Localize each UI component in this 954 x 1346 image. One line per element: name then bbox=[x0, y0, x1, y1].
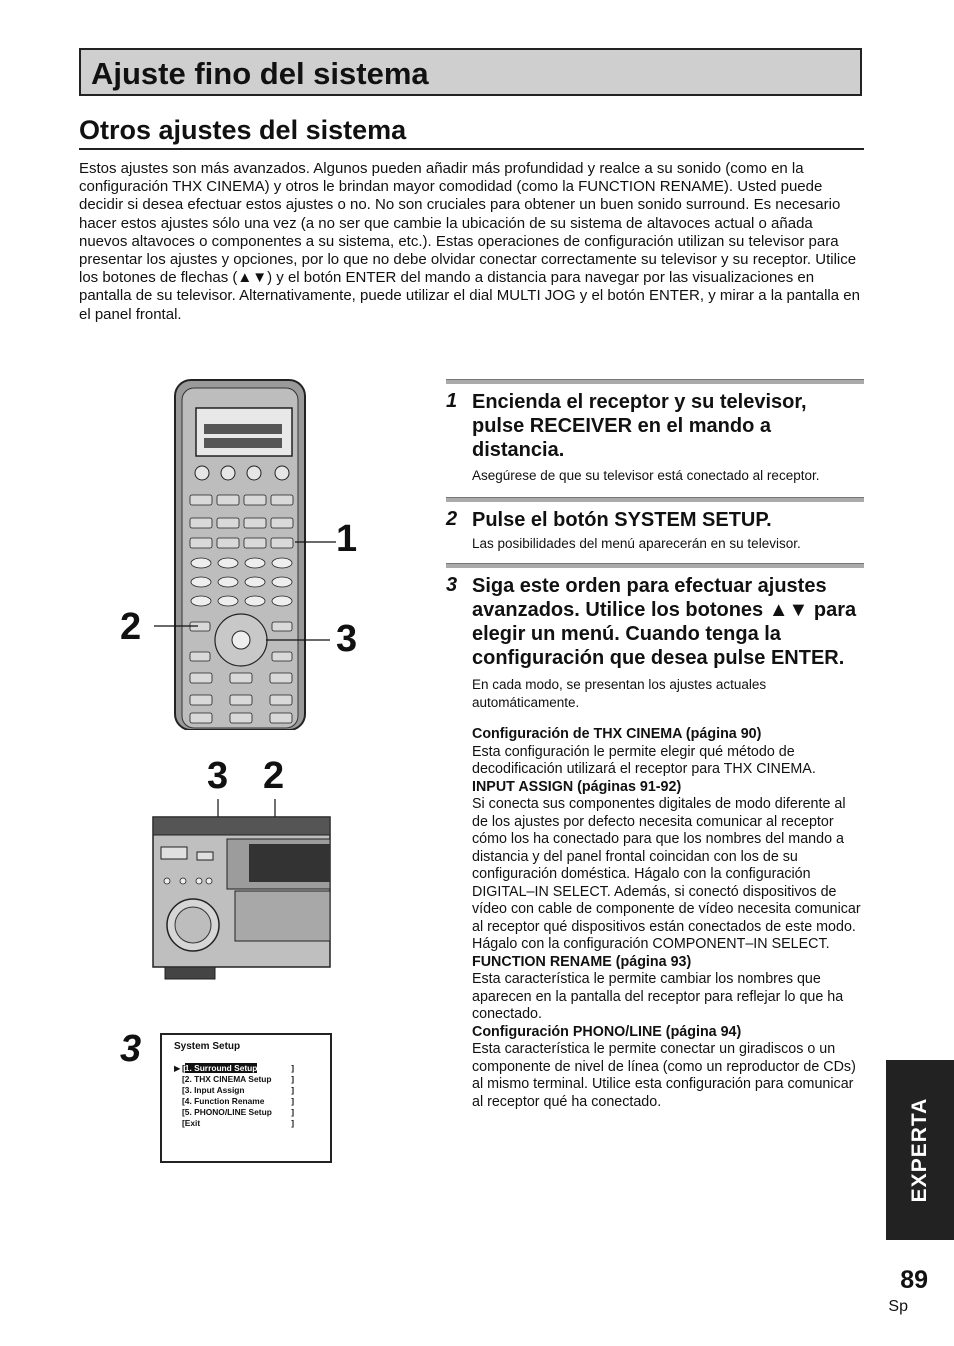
osd-item-function-rename[interactable]: [4. Function Rename ] bbox=[182, 1096, 294, 1106]
osd-item-input-assign[interactable]: [3. Input Assign ] bbox=[182, 1085, 294, 1095]
step-3 bbox=[446, 568, 864, 1111]
step-1-number: 1 bbox=[446, 390, 458, 412]
page-number: 89 bbox=[900, 1266, 928, 1294]
config-phono-line-body: Esta característica le permite conectar un giradiscos o un componente de nivel de línea (como un reproductor de CDs) al mismo terminal. Utilice esta configuración para comunicar al receptor qué ha conectado. bbox=[472, 1041, 856, 1110]
step-3-number: 3 bbox=[446, 574, 458, 596]
remote-control-illustration bbox=[120, 378, 370, 730]
config-list bbox=[472, 726, 864, 1111]
steps-column bbox=[446, 379, 864, 1111]
system-setup-screen bbox=[160, 1033, 332, 1163]
section-heading bbox=[79, 112, 864, 150]
config-phono-line-heading: Configuración PHONO/LINE (página 94) bbox=[472, 1023, 742, 1040]
receiver-figure bbox=[145, 755, 335, 985]
callout-remote-3: 3 bbox=[336, 618, 358, 660]
step-1-desc: Asegúrese de que su televisor está conectado al receptor. bbox=[472, 468, 820, 483]
osd-item-phono-line-setup[interactable]: [5. PHONO/LINE Setup ] bbox=[182, 1107, 294, 1117]
config-function-rename-body: Esta característica le permite cambiar los nombres que aparecen en la pantalla del receptor para reflejar lo que ha conectado. bbox=[472, 971, 844, 1022]
osd-cursor: ▶ bbox=[174, 1063, 181, 1073]
osd-item-thx-cinema-setup[interactable]: [2. THX CINEMA Setup ] bbox=[182, 1074, 294, 1084]
chapter-title: Ajuste fino del sistema bbox=[91, 56, 429, 91]
page-language: Sp bbox=[888, 1298, 908, 1315]
osd-title: System Setup bbox=[174, 1041, 241, 1052]
config-input-assign-body: Si conecta sus componentes digitales de modo diferente al de los ajustes por defecto necesita comunicar al receptor cómo los ha conectado para que los nombres del mando a distancia y del panel frontal coincidan con los de su configuración doméstica. Hágalo con la configuración DIGITAL–IN SELECT. Además, si conectó dispositivos de vídeo con cable de componente de vídeo necesita comunicar al receptor qué dispositivos están conectados de este modo. Hágalo con la configuración COMPONENT–IN SELECT. bbox=[472, 796, 861, 952]
config-function-rename-heading: FUNCTION RENAME (página 93) bbox=[472, 953, 692, 970]
callout-remote-1: 1 bbox=[336, 518, 358, 560]
receiver-front-panel-illustration bbox=[145, 755, 335, 985]
step-2-title: Pulse el botón SYSTEM SETUP. bbox=[472, 509, 772, 531]
osd-item-surround-setup[interactable]: [1. Surround Setup ] bbox=[182, 1063, 294, 1073]
section-tab bbox=[886, 1060, 954, 1240]
intro-paragraph: Estos ajustes son más avanzados. Algunos pueden añadir más profundidad y realce a su sonido (como en la configuración THX CINEMA) y otros le brindan mayor comodidad (como la FUNCTION RENAME). Usted puede decidir si desea efectuar estos ajustes o no. No son cruciales para obtener un buen sonido surround. Es necesario hacer estos ajustes sólo una vez (a no ser que cambie la ubicación de su sistema de altavoces actual o añada nuevos altavoces o componentes a su sistema, etc.). Estas operaciones de configuración utilizan su televisor para presentar los ajustes y opciones, por lo que no debe olvidar conectar correctamente su televisor y su receptor. Utilice los botones de flechas (▲▼) y el botón ENTER del mando a distancia para navegar por las visualizaciones en pantalla de su televisor. Alternativamente, puede utilizar el dial MULTI JOG y el botón ENTER, y mirar a la pantalla en el panel frontal. bbox=[79, 160, 860, 323]
callout-receiver-3: 3 bbox=[207, 755, 229, 797]
section-tab-label: EXPERTA bbox=[908, 1097, 931, 1203]
step-2-number: 2 bbox=[446, 508, 458, 530]
step-3-desc: En cada modo, se presentan los ajustes actuales automáticamente. bbox=[472, 677, 767, 710]
step-2-desc: Las posibilidades del menú aparecerán en su televisor. bbox=[472, 536, 801, 551]
config-thx-body: Esta configuración le permite elegir qué método de decodificación utilizará el receptor para THX CINEMA. bbox=[472, 743, 816, 777]
config-thx-heading: Configuración de THX CINEMA (página 90) bbox=[472, 726, 762, 742]
chapter-banner bbox=[79, 48, 862, 96]
callout-remote-2: 2 bbox=[120, 606, 142, 648]
osd-menu bbox=[182, 1063, 294, 1129]
config-input-assign-heading: INPUT ASSIGN (páginas 91-92) bbox=[472, 778, 682, 795]
step-2 bbox=[446, 502, 864, 553]
section-title: Otros ajustes del sistema bbox=[79, 115, 407, 145]
osd-item-exit[interactable]: [Exit ] bbox=[182, 1118, 294, 1128]
remote-figure bbox=[120, 378, 370, 730]
step-1 bbox=[446, 384, 864, 485]
callout-receiver-2: 2 bbox=[263, 755, 285, 797]
step-3-title: Siga este orden para efectuar ajustes avanzados. Utilice los botones ▲▼ para elegir un menú. Cuando tenga la configuración que desea pulse ENTER. bbox=[472, 575, 857, 669]
callout-osd-3: 3 bbox=[120, 1028, 142, 1070]
step-1-title: Encienda el receptor y su televisor, pulse RECEIVER en el mando a distancia. bbox=[472, 391, 807, 461]
